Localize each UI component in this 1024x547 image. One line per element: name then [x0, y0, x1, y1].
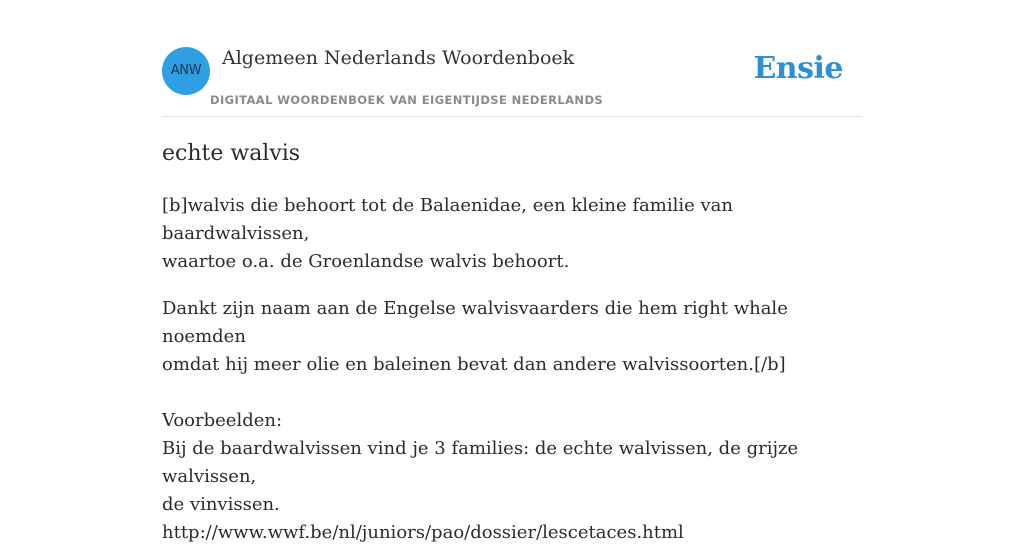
definition-line: [b]walvis die behoort tot de Balaenidae, een kleine familie van baardwalvissen,: [162, 195, 733, 244]
entry-content: [162, 138, 862, 547]
example-line: Bij de baardwalvissen vind je 3 families: de echte walvissen, de grijze walvissen,: [162, 438, 799, 487]
example-line: de vinvissen.: [162, 494, 280, 515]
site-header: [162, 45, 862, 117]
site-subtitle: DIGITAAL WOORDENBOEK VAN EIGENTIJDSE NEDERLANDS: [210, 93, 604, 107]
source-url: http://www.wwf.be/nl/juniors/pao/dossier/lescetaces.html: [162, 522, 684, 543]
entry-definition: [162, 192, 862, 276]
entry-note: [162, 295, 862, 379]
definition-line: waartoe o.a. de Groenlandse walvis behoort.: [162, 251, 570, 272]
site-title[interactable]: Algemeen Nederlands Woordenboek: [222, 47, 575, 69]
note-line: Dankt zijn naam aan de Engelse walvisvaarders die hem right whale noemden: [162, 298, 788, 347]
note-line: omdat hij meer olie en baleinen bevat dan andere walvissoorten.[/b]: [162, 354, 786, 375]
examples-label: Voorbeelden:: [162, 410, 283, 431]
entry-examples: [162, 407, 862, 547]
ensie-logo[interactable]: Ensie: [753, 51, 843, 86]
entry-headword: echte walvis: [162, 141, 301, 166]
anw-logo[interactable]: ANW: [162, 47, 210, 95]
